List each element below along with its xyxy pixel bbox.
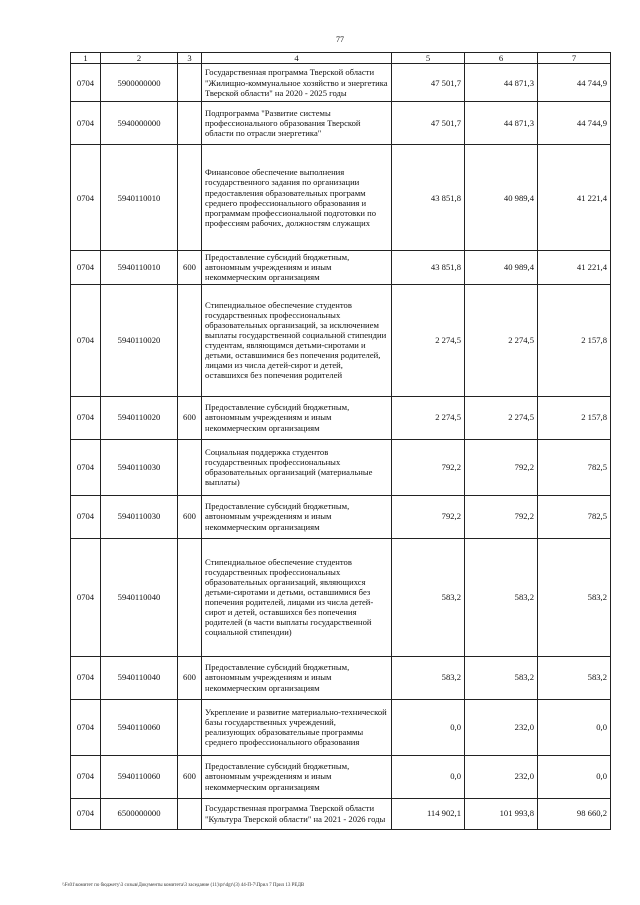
item-name-cell: Социальная поддержка студентов государственных профессиональных образовательных организаций (материальные выплаты) (202, 439, 392, 495)
amount-cell: 583,2 (538, 538, 611, 656)
amount-cell: 792,2 (465, 439, 538, 495)
table-row (71, 538, 611, 656)
section-cell: 0704 (71, 251, 101, 284)
item-name-cell: Государственная программа Тверской области "Культура Тверской области" на 2021 - 2026 годы (202, 798, 392, 829)
amount-cell: 0,0 (538, 699, 611, 755)
section-cell: 0704 (71, 699, 101, 755)
amount-cell: 583,2 (465, 538, 538, 656)
expense-type-cell (178, 538, 202, 656)
amount-cell: 2 157,8 (538, 284, 611, 396)
amount-cell: 583,2 (538, 656, 611, 699)
table-body (71, 64, 611, 829)
file-path-footer: \\Fs01\комитет по бюджету\3 созыв\Документы комитета\3 заседание (11)\pr\dgr\(3) 44-П-7\Прил 7 Прил 13 РЕДВ (62, 883, 305, 888)
budget-table (70, 52, 611, 830)
table-row (71, 755, 611, 798)
target-code-cell: 6500000000 (101, 798, 178, 829)
table-row (71, 251, 611, 284)
expense-type-cell: 600 (178, 656, 202, 699)
section-cell: 0704 (71, 439, 101, 495)
expense-type-cell: 600 (178, 251, 202, 284)
amount-cell: 40 989,4 (465, 145, 538, 251)
target-code-cell: 5940110040 (101, 538, 178, 656)
amount-cell: 41 221,4 (538, 145, 611, 251)
expense-type-cell (178, 798, 202, 829)
amount-cell: 792,2 (392, 439, 465, 495)
amount-cell: 47 501,7 (392, 64, 465, 102)
table-row (71, 396, 611, 439)
amount-cell: 44 871,3 (465, 102, 538, 145)
amount-cell: 44 744,9 (538, 102, 611, 145)
amount-cell: 782,5 (538, 495, 611, 538)
amount-cell: 101 993,8 (465, 798, 538, 829)
item-name-cell: Предоставление субсидий бюджетным, автономным учреждениям и иным некоммерческим организациям (202, 396, 392, 439)
expense-type-cell (178, 699, 202, 755)
section-cell: 0704 (71, 755, 101, 798)
target-code-cell: 5940110010 (101, 251, 178, 284)
item-name-cell: Подпрограмма "Развитие системы профессионального образования Тверской области по отрасли энергетика" (202, 102, 392, 145)
table-row (71, 145, 611, 251)
column-header: 5 (392, 53, 465, 64)
amount-cell: 583,2 (392, 538, 465, 656)
amount-cell: 792,2 (392, 495, 465, 538)
item-name-cell: Предоставление субсидий бюджетным, автономным учреждениям и иным некоммерческим организациям (202, 755, 392, 798)
table-row (71, 495, 611, 538)
amount-cell: 2 274,5 (465, 284, 538, 396)
amount-cell: 232,0 (465, 755, 538, 798)
table-row (71, 64, 611, 102)
expense-type-cell (178, 284, 202, 396)
amount-cell: 40 989,4 (465, 251, 538, 284)
column-header: 3 (178, 53, 202, 64)
column-header: 6 (465, 53, 538, 64)
amount-cell: 0,0 (392, 699, 465, 755)
target-code-cell: 5940110060 (101, 755, 178, 798)
table-row (71, 284, 611, 396)
item-name-cell: Предоставление субсидий бюджетным, автономным учреждениям и иным некоммерческим организациям (202, 495, 392, 538)
target-code-cell: 5940110020 (101, 284, 178, 396)
expense-type-cell: 600 (178, 495, 202, 538)
table-row (71, 102, 611, 145)
table-row (71, 439, 611, 495)
amount-cell: 583,2 (392, 656, 465, 699)
column-header: 2 (101, 53, 178, 64)
item-name-cell: Финансовое обеспечение выполнения государственного задания по организации предоставления образовательных программ среднего профессионального образования и программам профессиональной подготовки по профессиям рабочих, должностям служащих (202, 145, 392, 251)
table-row (71, 656, 611, 699)
amount-cell: 114 902,1 (392, 798, 465, 829)
expense-type-cell: 600 (178, 755, 202, 798)
column-header: 1 (71, 53, 101, 64)
amount-cell: 43 851,8 (392, 251, 465, 284)
target-code-cell: 5940110020 (101, 396, 178, 439)
amount-cell: 2 274,5 (392, 284, 465, 396)
header-row (71, 53, 611, 64)
expense-type-cell (178, 102, 202, 145)
amount-cell: 0,0 (538, 755, 611, 798)
target-code-cell: 5940110030 (101, 439, 178, 495)
amount-cell: 2 274,5 (465, 396, 538, 439)
expense-type-cell (178, 439, 202, 495)
amount-cell: 43 851,8 (392, 145, 465, 251)
item-name-cell: Стипендиальное обеспечение студентов государственных профессиональных образовательных организаций, за исключением выплаты государственной социальной стипендии студентам, являющимся детьми-сиротами и детьми, оставшимися без попечения родителей, лицами из числа детей-сирот и детей, оставшихся без попечения родителей (202, 284, 392, 396)
amount-cell: 41 221,4 (538, 251, 611, 284)
amount-cell: 782,5 (538, 439, 611, 495)
amount-cell: 2 157,8 (538, 396, 611, 439)
table-header (71, 53, 611, 64)
target-code-cell: 5940110010 (101, 145, 178, 251)
section-cell: 0704 (71, 495, 101, 538)
page-number: 77 (336, 35, 344, 44)
amount-cell: 47 501,7 (392, 102, 465, 145)
item-name-cell: Предоставление субсидий бюджетным, автономным учреждениям и иным некоммерческим организациям (202, 251, 392, 284)
column-header: 7 (538, 53, 611, 64)
amount-cell: 583,2 (465, 656, 538, 699)
target-code-cell: 5940110060 (101, 699, 178, 755)
expense-type-cell: 600 (178, 396, 202, 439)
expense-type-cell (178, 145, 202, 251)
amount-cell: 0,0 (392, 755, 465, 798)
section-cell: 0704 (71, 798, 101, 829)
item-name-cell: Укрепление и развитие материально-технической базы государственных учреждений, реализующих образовательные программы среднего профессионального образования (202, 699, 392, 755)
section-cell: 0704 (71, 145, 101, 251)
target-code-cell: 5940110030 (101, 495, 178, 538)
expense-type-cell (178, 64, 202, 102)
section-cell: 0704 (71, 656, 101, 699)
section-cell: 0704 (71, 538, 101, 656)
target-code-cell: 5900000000 (101, 64, 178, 102)
amount-cell: 2 274,5 (392, 396, 465, 439)
section-cell: 0704 (71, 64, 101, 102)
table-row (71, 798, 611, 829)
target-code-cell: 5940000000 (101, 102, 178, 145)
table-row (71, 699, 611, 755)
target-code-cell: 5940110040 (101, 656, 178, 699)
column-header: 4 (202, 53, 392, 64)
section-cell: 0704 (71, 284, 101, 396)
item-name-cell: Предоставление субсидий бюджетным, автономным учреждениям и иным некоммерческим организациям (202, 656, 392, 699)
amount-cell: 44 744,9 (538, 64, 611, 102)
section-cell: 0704 (71, 396, 101, 439)
amount-cell: 232,0 (465, 699, 538, 755)
item-name-cell: Государственная программа Тверской области "Жилищно-коммунальное хозяйство и энергетика Тверской области" на 2020 - 2025 годы (202, 64, 392, 102)
amount-cell: 44 871,3 (465, 64, 538, 102)
amount-cell: 98 660,2 (538, 798, 611, 829)
amount-cell: 792,2 (465, 495, 538, 538)
item-name-cell: Стипендиальное обеспечение студентов государственных профессиональных образовательных организаций, являющихся детьми-сиротами и детьми, оставшимися без попечения родителей, лицами из числа детей-сирот и детей, оставшихся без попечения родителей (в части выплаты государственной социальной стипендии) (202, 538, 392, 656)
section-cell: 0704 (71, 102, 101, 145)
